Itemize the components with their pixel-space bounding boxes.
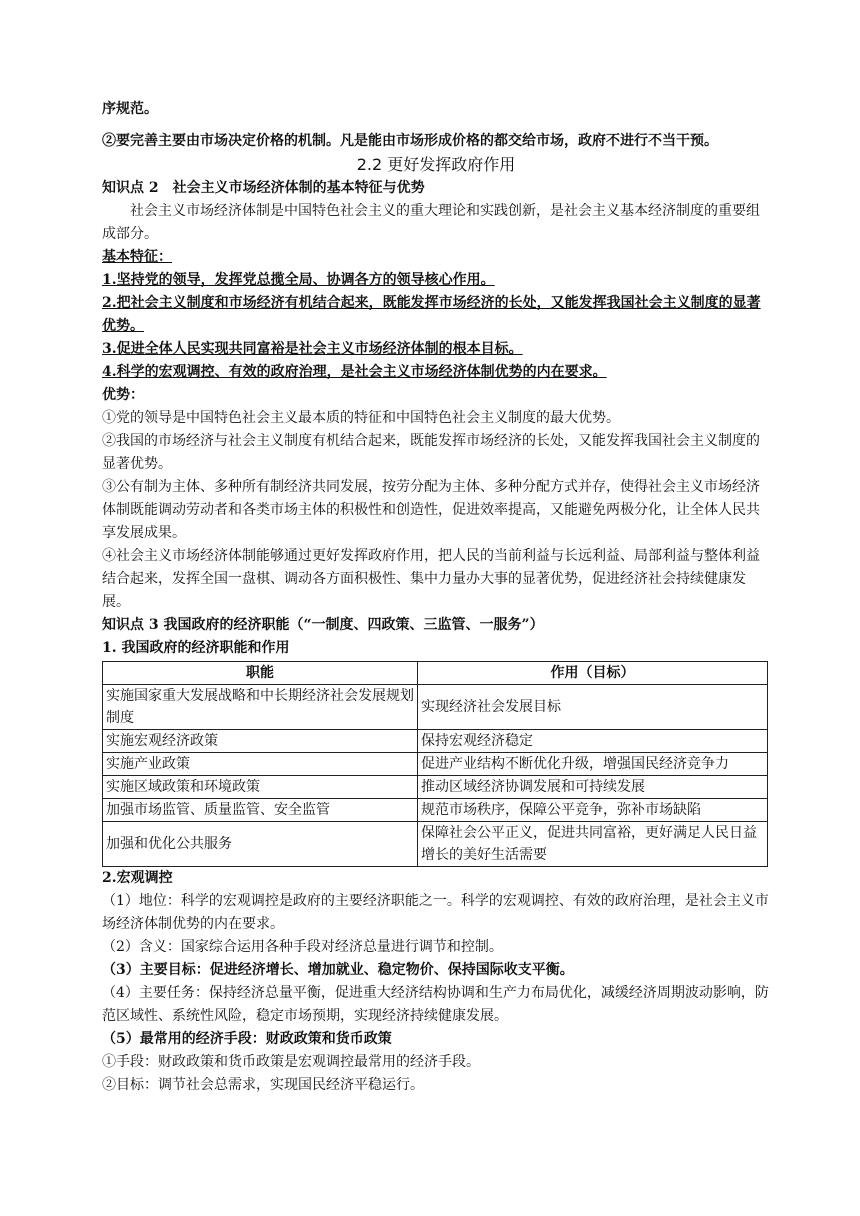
advantage-item: ①党的领导是中国特色社会主义最本质的特征和中国特色社会主义制度的最大优势。 (102, 410, 620, 426)
feature-item: 2.把社会主义制度和市场经济有机结合起来，既能发挥市场经济的长处，又能发挥我国社会主义制度的显著优势。 (102, 295, 761, 334)
kp2-desc: 社会主义市场经济体制是中国特色社会主义的重大理论和实践创新，是社会主义基本经济制度的重要组成部分。 (102, 203, 760, 242)
table-cell: 加强市场监管、质量监管、安全监管 (103, 799, 418, 822)
table-cell: 推动区域经济协调发展和可持续发展 (418, 776, 768, 799)
functions-table (102, 661, 768, 867)
macro-item: ①手段：财政政策和货币政策是宏观调控最常用的经济手段。 (102, 1054, 480, 1070)
intro-line-1: 序规范。 (102, 101, 158, 117)
intro-line-2: ②要完善主要由市场决定价格的机制。凡是能由市场形成价格的都交给市场，政府不进行不当干预。 (102, 133, 718, 149)
table-row (103, 822, 768, 867)
table-cell: 实施宏观经济政策 (103, 730, 418, 753)
kp2-title: 知识点 2 社会主义市场经济体制的基本特征与优势 (102, 180, 425, 196)
document-page (102, 98, 770, 1097)
features-label: 基本特征： (102, 249, 172, 265)
feature-item: 4.科学的宏观调控、有效的政府治理，是社会主义市场经济体制优势的内在要求。 (102, 364, 607, 380)
advantage-item: ②我国的市场经济与社会主义制度有机结合起来，既能发挥市场经济的长处，又能发挥我国社会主义制度的显著优势。 (102, 433, 760, 472)
table-row (103, 799, 768, 822)
table-cell: 加强和优化公共服务 (103, 822, 418, 867)
table-cell: 保障社会公平正义，促进共同富裕，更好满足人民日益增长的美好生活需要 (418, 822, 768, 867)
section-title: 2.2 更好发挥政府作用 (356, 155, 516, 174)
table-cell: 实现经济社会发展目标 (418, 685, 768, 730)
kp3-sub1: 1. 我国政府的经济职能和作用 (102, 640, 290, 656)
table-header-cell: 作用（目标） (418, 662, 768, 685)
macro-item: （2）含义：国家综合运用各种手段对经济总量进行调节和控制。 (102, 939, 503, 955)
advantages-label: 优势： (102, 387, 144, 403)
macro-item: （4）主要任务：保持经济总量平衡，促进重大经济结构协调和生产力布局优化，减缓经济周期波动影响，防范区域性、系统性风险，稳定市场预期，实现经济持续健康发展。 (102, 985, 769, 1024)
feature-item: 3.促进全体人民实现共同富裕是社会主义市场经济体制的根本目标。 (102, 341, 523, 357)
table-header-row (103, 662, 768, 685)
table-cell: 促进产业结构不断优化升级，增强国民经济竞争力 (418, 753, 768, 776)
macro-item: ②目标：调节社会总需求，实现国民经济平稳运行。 (102, 1077, 424, 1093)
advantage-item: ③公有制为主体、多种所有制经济共同发展，按劳分配为主体、多种分配方式并存，使得社会主义市场经济体制既能调动劳动者和各类市场主体的积极性和创造性，促进效率提高，又能避免两极分化，让全体人民共享发展成果。 (102, 479, 760, 541)
macro-item: （3）主要目标：促进经济增长、增加就业、稳定物价、保持国际收支平衡。 (102, 962, 574, 978)
table-row (103, 753, 768, 776)
table-cell: 实施产业政策 (103, 753, 418, 776)
table-cell: 实施区域政策和环境政策 (103, 776, 418, 799)
macro-item: （1）地位：科学的宏观调控是政府的主要经济职能之一。科学的宏观调控、有效的政府治理，是社会主义市场经济体制优势的内在要求。 (102, 893, 769, 932)
table-cell: 规范市场秩序，保障公平竞争，弥补市场缺陷 (418, 799, 768, 822)
kp3-sub2: 2.宏观调控 (102, 870, 173, 886)
table-cell: 实施国家重大发展战略和中长期经济社会发展规划制度 (103, 685, 418, 730)
table-row (103, 730, 768, 753)
advantage-item: ④社会主义市场经济体制能够通过更好发挥政府作用，把人民的当前利益与长远利益、局部利益与整体利益结合起来，发挥全国一盘棋、调动各方面积极性、集中力量办大事的显著优势，促进经济社会持续健康发展。 (102, 548, 760, 610)
macro-item: （5）最常用的经济手段：财政政策和货币政策 (102, 1031, 392, 1047)
kp3-title: 知识点 3 我国政府的经济职能（“一制度、四政策、三监管、一服务”） (102, 617, 544, 633)
feature-item: 1.坚持党的领导，发挥党总揽全局、协调各方的领导核心作用。 (102, 272, 495, 288)
table-row (103, 776, 768, 799)
table-header-cell: 职能 (103, 662, 418, 685)
table-cell: 保持宏观经济稳定 (418, 730, 768, 753)
table-row (103, 685, 768, 730)
